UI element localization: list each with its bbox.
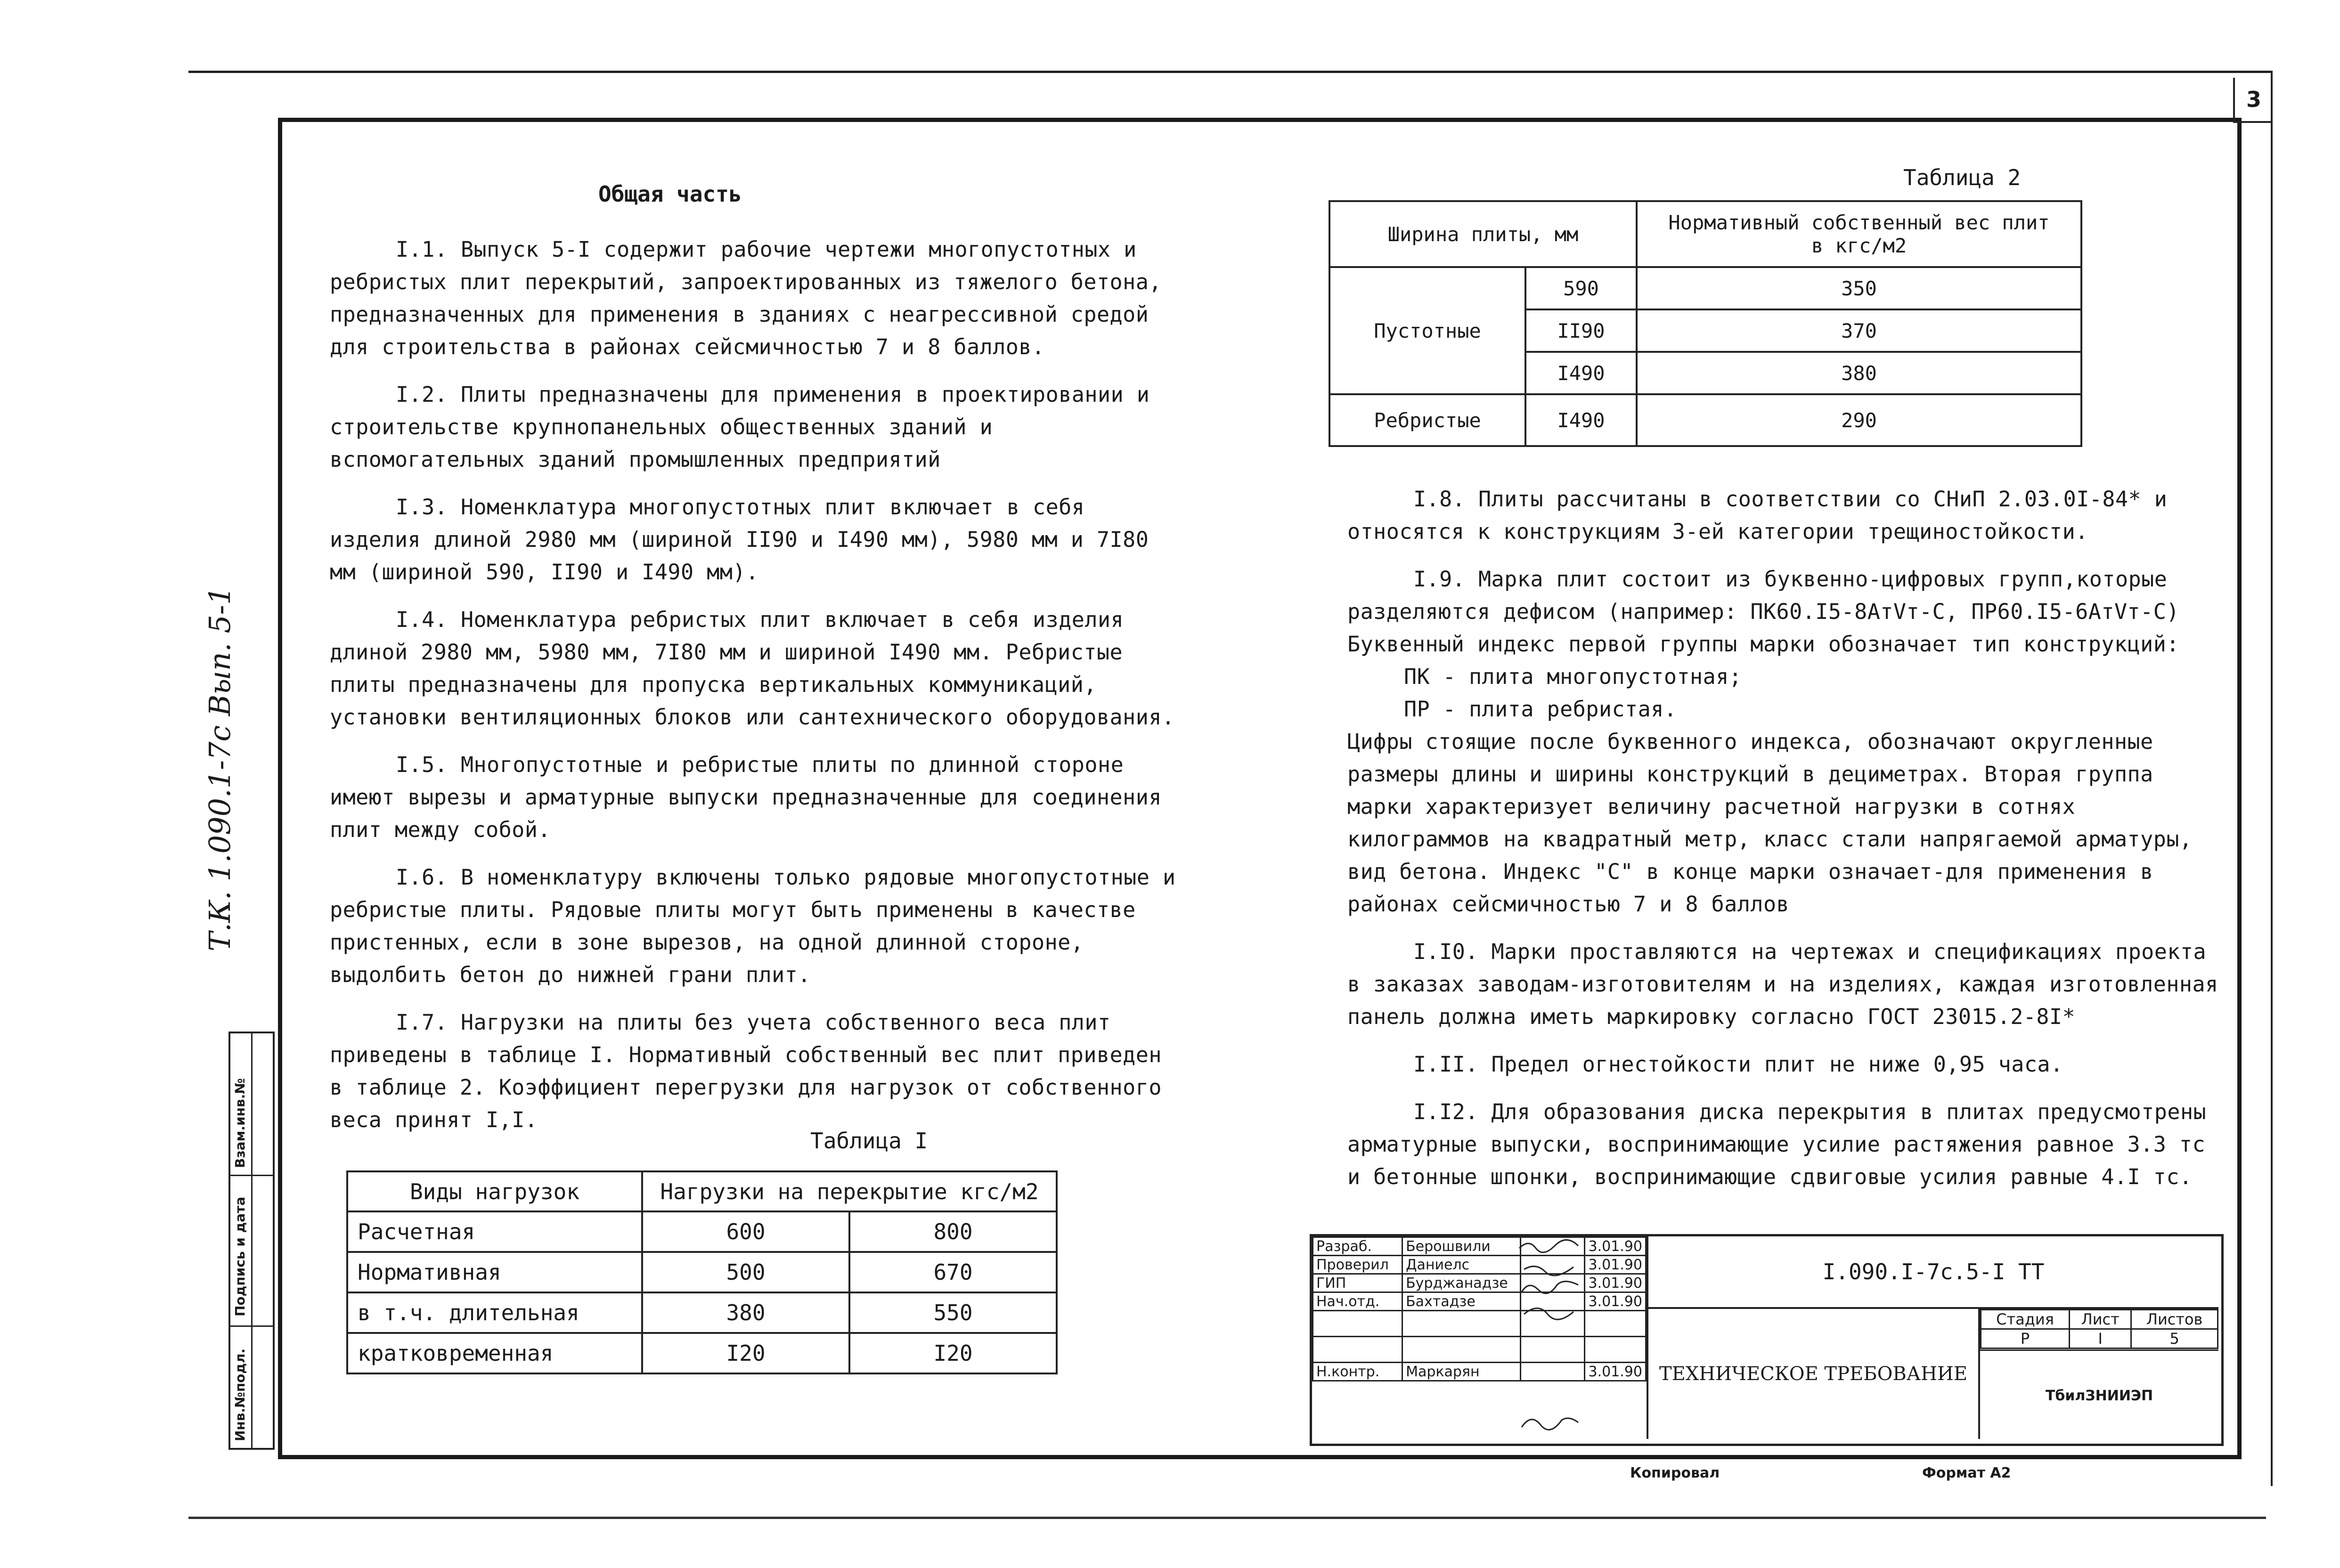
- table2-header-weight: Нормативный собственный вес плит в кгс/м2: [1637, 201, 2081, 267]
- paragraph-1-7: I.7. Нагрузки на плиты без учета собственного веса плит приведены в таблице I. Нормативный собственный вес плит приведен в таблице 2. Коэффициент перегрузки для нагрузок от собственного веса принят I,I.: [330, 1010, 1162, 1132]
- table-row: Нормативная 500 670: [347, 1252, 1057, 1292]
- table2-header-width: Ширина плиты, мм: [1329, 201, 1637, 267]
- section-title: Общая часть: [598, 181, 742, 207]
- document-title: ТЕХНИЧЕСКОЕ ТРЕБОВАНИЕ: [1648, 1309, 1980, 1439]
- footer-format: Формат А2: [1922, 1465, 2011, 1481]
- sheet-bottom-line: [188, 1517, 2266, 1519]
- margin-label-inv: Инв.№подл.: [232, 1348, 248, 1441]
- paragraph-1-5: I.5. Многопустотные и ребристые плиты по длинной стороне имеют вырезы и арматурные выпуски предназначенные для соединения плит между собой.: [330, 752, 1162, 842]
- table1-caption: Таблица I: [810, 1128, 928, 1154]
- table-row: I490 380: [1329, 352, 2081, 394]
- table-row: [1313, 1337, 1646, 1363]
- left-text-block: [330, 233, 1178, 1151]
- table-row: II90 370: [1329, 309, 2081, 352]
- table-row: ГИП Бурджанадзе 3.01.90: [1313, 1274, 1646, 1292]
- mark-pk: ПК - плита многопустотная;: [1404, 664, 1742, 689]
- table-row: Н.контр. Маркарян 3.01.90: [1313, 1363, 1646, 1381]
- paragraph-1-8: I.8. Плиты рассчитаны в соответствии со СНиП 2.03.0I-84* и относятся к конструкциям 3-ей категории трещиностойкости.: [1347, 487, 2168, 544]
- table-row: [1313, 1311, 1646, 1337]
- table-row: Расчетная 600 800: [347, 1211, 1057, 1252]
- table2: [1329, 200, 2082, 447]
- table-row: Ребристые I490 290: [1329, 394, 2081, 446]
- table-row: кратковременная I20 I20: [347, 1333, 1057, 1373]
- paragraph-1-1: I.1. Выпуск 5-I содержит рабочие чертежи многопустотных и ребристых плит перекрытий, запроектированных из тяжелого бетона, предназначенных для применения в зданиях с неагрессивной средой для строительства в районах сейсмичностью 7 и 8 баллов.: [330, 237, 1162, 359]
- signatures-scribbles: [1515, 1236, 1585, 1439]
- signatures-table: [1312, 1236, 1647, 1381]
- table-row: Разраб. Берошвили 3.01.90: [1313, 1237, 1646, 1256]
- mark-pr: ПР - плита ребристая.: [1404, 697, 1677, 722]
- table2-caption: Таблица 2: [1903, 165, 2021, 190]
- table-row: Нач.отд. Бахтадзе 3.01.90: [1313, 1292, 1646, 1311]
- handwritten-designation: Т.К. 1.090.1-7с Вып. 5-1: [203, 586, 237, 951]
- table1-header-load: Нагрузки на перекрытие кгс/м2: [642, 1171, 1057, 1211]
- organization: ТбилЗНИИЭП: [1980, 1349, 2218, 1440]
- table2-group-ribbed: Ребристые: [1329, 394, 1525, 446]
- paragraph-1-3: I.3. Номенклатура многопустотных плит включает в себя изделия длиной 2980 мм (шириной II90 и I490 мм), 5980 мм и 7I80 мм (шириной 590, II90 и I490 мм).: [330, 495, 1149, 585]
- paragraph-1-2: I.2. Плиты предназначены для применения в проектировании и строительстве крупнопанельных общественных зданий и вспомогательных зданий промышленных предприятий: [330, 382, 1150, 472]
- table2-group-hollow: Пустотные: [1329, 267, 1525, 394]
- table-row: Пустотные 590 350: [1329, 267, 2081, 309]
- paragraph-1-4: I.4. Номенклатура ребристых плит включает в себя изделия длиной 2980 мм, 5980 мм, 7I80 мм и шириной I490 мм. Ребристые плиты предназначены для пропуска вертикальных коммуникаций, установки вентиляционных блоков или сантехнического оборудования.: [330, 607, 1175, 730]
- paragraph-digits: Цифры стоящие после буквенного индекса, обозначают округленные размеры длины и ширины конструкций в дециметрах. Вторая группа марки характеризует величину расчетной нагрузки в сотнях килограммов на квадратный метр, класс стали напрягаемой арматуры, вид бетона. Индекс "С" в конце марки означает-для применения в районах сейсмичностью 7 и 8 баллов: [1347, 729, 2193, 917]
- footer-copied: Копировал: [1630, 1465, 1720, 1481]
- margin-label-replace: Взам.инв.№: [232, 1078, 248, 1168]
- paragraph-1-9: I.9. Марка плит состоит из буквенно-цифровых групп,которые разделяются дефисом (например: ПК60.I5-8АтVт-С, ПР60.I5-6АтVт-С) Буквенный индекс первой группы марки обозначает тип конструкций:: [1347, 567, 2179, 657]
- table1-header-type: Виды нагрузок: [347, 1171, 642, 1211]
- title-block: [1310, 1234, 2224, 1446]
- margin-label-sign: Подпись и дата: [232, 1196, 248, 1316]
- sheet-info: Стадия Лист Листов Р I 5: [1980, 1309, 2218, 1349]
- paragraph-1-12: I.I2. Для образования диска перекрытия в плитах предусмотрены арматурные выпуски, воспринимающие усилие растяжения равное 3.3 тс и бетонные шпонки, воспринимающие сдвиговые усилия равные 4.I тс.: [1347, 1099, 2207, 1189]
- paragraph-1-6: I.6. В номенклатуру включены только рядовые многопустотные и ребристые плиты. Рядовые плиты могут быть применены в качестве пристенных, если в зоне вырезов, на одной длинной стороне, выдолбить бетон до нижней грани плит.: [330, 865, 1176, 987]
- right-text-block: [1347, 483, 2219, 1208]
- paragraph-1-10: I.I0. Марки проставляются на чертежах и спецификациях проекта в заказах заводам-изготовителям и на изделиях, каждая изготовленная панель должна иметь маркировку согласно ГОСТ 23015.2-8I*: [1347, 939, 2218, 1029]
- page-number: 3: [2233, 78, 2273, 123]
- table1: [346, 1170, 1058, 1374]
- document-code: I.090.I-7с.5-I ТТ: [1648, 1236, 2218, 1309]
- table-row: Проверил Даниелс 3.01.90: [1313, 1256, 1646, 1274]
- table-row: в т.ч. длительная 380 550: [347, 1292, 1057, 1333]
- paragraph-1-11: I.II. Предел огнестойкости плит не ниже 0,95 часа.: [1413, 1052, 2063, 1077]
